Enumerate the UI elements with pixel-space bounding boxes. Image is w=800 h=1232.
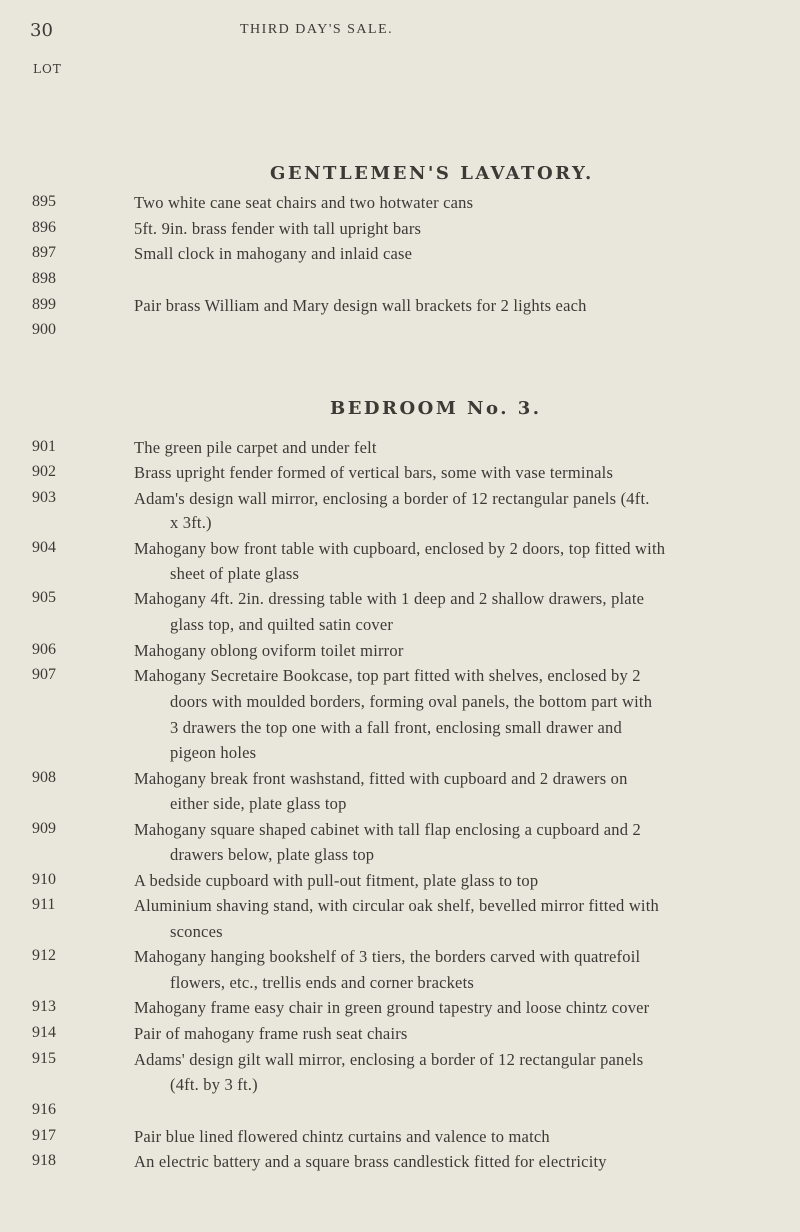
lot-description: Pair blue lined flowered chintz curtains and valence to match — [134, 1127, 550, 1146]
lot-description: A bedside cupboard with pull-out fitment, plate glass to top — [134, 871, 539, 890]
lot-number: 896 — [32, 219, 56, 236]
lot-number: 900 — [32, 321, 56, 338]
lot-number: 910 — [32, 871, 56, 888]
lot-description: Adam's design wall mirror, enclosing a border of 12 rectangular panels (4ft. — [134, 489, 650, 508]
lot-number: 917 — [32, 1127, 56, 1144]
lot-number: 898 — [32, 270, 56, 287]
lot-description-continued: pigeon holes — [170, 743, 257, 762]
lot-description: Brass upright fender formed of vertical bars, some with vase terminals — [134, 463, 614, 482]
lot-description: Small clock in mahogany and inlaid case — [134, 244, 413, 263]
lot-description-continued: glass top, and quilted satin cover — [170, 615, 394, 634]
lot-description-continued: doors with moulded borders, forming oval panels, the bottom part with — [170, 692, 653, 711]
lot-number: 915 — [32, 1050, 56, 1067]
section-title: BEDROOM No. 3. — [330, 398, 542, 419]
lot-number: 909 — [32, 820, 56, 837]
lot-description-continued: sconces — [170, 922, 223, 941]
lot-description-continued: sheet of plate glass — [170, 564, 300, 583]
lot-description-continued: flowers, etc., trellis ends and corner brackets — [170, 973, 474, 992]
lot-description: Mahogany bow front table with cupboard, enclosed by 2 doors, top fitted with — [134, 539, 666, 558]
lot-description-continued: (4ft. by 3 ft.) — [170, 1075, 258, 1094]
lot-description-continued: 3 drawers the top one with a fall front, enclosing small drawer and — [170, 718, 622, 737]
lot-number: 914 — [32, 1024, 56, 1041]
lot-description: 5ft. 9in. brass fender with tall upright bars — [134, 219, 422, 238]
lot-number: 901 — [32, 438, 56, 455]
lot-number: 916 — [32, 1101, 56, 1118]
lot-description-continued: either side, plate glass top — [170, 794, 347, 813]
lot-description: Pair of mahogany frame rush seat chairs — [134, 1024, 408, 1043]
lot-description: Aluminium shaving stand, with circular oak shelf, bevelled mirror fitted with — [134, 896, 659, 915]
lot-number: 905 — [32, 589, 56, 606]
lot-description: Mahogany oblong oviform toilet mirror — [134, 641, 404, 660]
section-title: GENTLEMEN'S LAVATORY. — [270, 163, 594, 184]
lot-number: 907 — [32, 666, 56, 683]
lot-number: 904 — [32, 539, 56, 556]
lot-description-continued: x 3ft.) — [170, 513, 212, 532]
lot-number: 911 — [32, 896, 56, 913]
lot-number: 897 — [32, 244, 56, 261]
lot-number: 912 — [32, 947, 56, 964]
lot-number: 895 — [32, 193, 56, 210]
page-number: 30 — [30, 20, 53, 41]
lot-number: 903 — [32, 489, 56, 506]
lot-description: Mahogany frame easy chair in green ground tapestry and loose chintz cover — [134, 998, 650, 1017]
lot-description: Pair brass William and Mary design wall brackets for 2 lights each — [134, 296, 587, 315]
lot-description: Adams' design gilt wall mirror, enclosing a border of 12 rectangular panels — [134, 1050, 644, 1069]
lot-description: Two white cane seat chairs and two hotwater cans — [134, 193, 474, 212]
lot-number: 913 — [32, 998, 56, 1015]
lot-description: Mahogany Secretaire Bookcase, top part fitted with shelves, enclosed by 2 — [134, 666, 641, 685]
lot-description: Mahogany square shaped cabinet with tall flap enclosing a cupboard and 2 — [134, 820, 641, 839]
lot-column-header: LOT — [33, 62, 62, 76]
lot-number: 918 — [32, 1152, 56, 1169]
lot-description: Mahogany 4ft. 2in. dressing table with 1 deep and 2 shallow drawers, plate — [134, 589, 645, 608]
lot-description: An electric battery and a square brass candlestick fitted for electricity — [134, 1152, 607, 1171]
lot-number: 908 — [32, 769, 56, 786]
lot-description: Mahogany hanging bookshelf of 3 tiers, the borders carved with quatrefoil — [134, 947, 641, 966]
lot-description: Mahogany break front washstand, fitted with cupboard and 2 drawers on — [134, 769, 628, 788]
lot-description: The green pile carpet and under felt — [134, 438, 377, 457]
lot-number: 906 — [32, 641, 56, 658]
lot-description-continued: drawers below, plate glass top — [170, 845, 375, 864]
lot-number: 902 — [32, 463, 56, 480]
running-header: THIRD DAY'S SALE. — [240, 22, 394, 37]
lot-number: 899 — [32, 296, 56, 313]
